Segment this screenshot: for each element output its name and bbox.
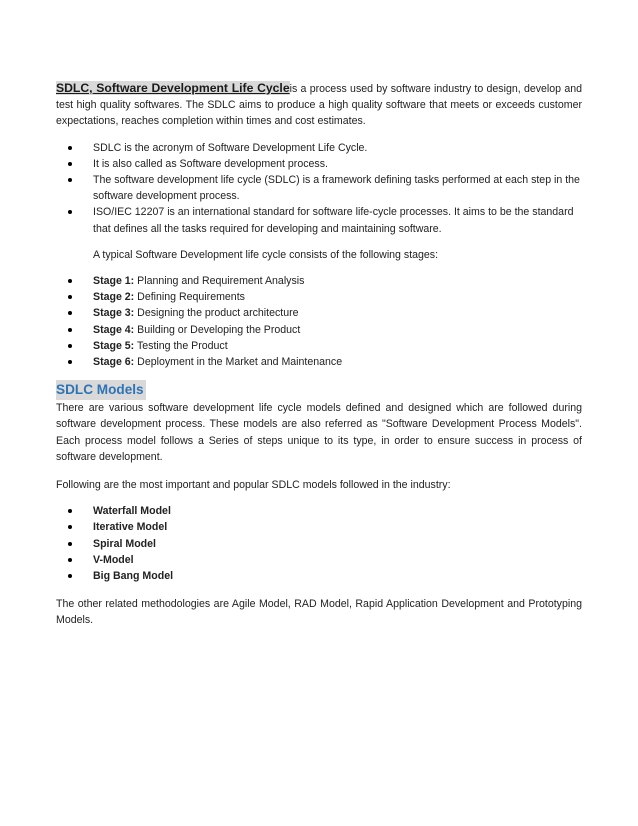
sdlc-models-heading: SDLC Models — [56, 380, 146, 400]
stage-text: Building or Developing the Product — [137, 323, 301, 336]
document-content — [56, 80, 582, 629]
list-item: ISO/IEC 12207 is an international standard for software life-cycle processes. It aims to be the standard that defines all the tasks required for developing and maintaining software. — [56, 204, 582, 236]
stage-text: Planning and Requirement Analysis — [137, 275, 305, 288]
stages-list — [56, 273, 582, 370]
stage-item — [56, 322, 582, 338]
stage-text: Designing the product architecture — [137, 307, 299, 320]
model-item — [56, 519, 582, 535]
stage-item — [56, 354, 582, 370]
stage-item — [56, 305, 582, 321]
model-name: Big Bang Model — [93, 570, 174, 583]
intro-paragraph — [56, 80, 582, 130]
stage-label: Stage 5: — [93, 339, 135, 352]
model-item — [56, 503, 582, 519]
model-item — [56, 536, 582, 552]
list-item: It is also called as Software development process. — [56, 156, 582, 172]
stage-text: Testing the Product — [136, 339, 228, 352]
stage-item — [56, 273, 582, 289]
closing-paragraph: The other related methodologies are Agile Model, RAD Model, Rapid Application Development and Prototyping Models. — [56, 598, 582, 627]
stages-intro: A typical Software Development life cycle consists of the following stages: — [93, 248, 439, 261]
stage-label: Stage 3: — [93, 307, 135, 320]
model-name: V-Model — [93, 553, 134, 566]
stage-label: Stage 2: — [93, 291, 135, 304]
models-paragraph: There are various software development life cycle models defined and designed which are followed during software development process. These models are also referred as "Software Development Process Models". Each process model follows a Series of steps unique to its type, in order to ensure success in process of software development. — [56, 402, 582, 463]
model-item — [56, 568, 582, 584]
models-list — [56, 503, 582, 584]
stage-text: Deployment in the Market and Maintenance — [137, 356, 343, 369]
list-item: The software development life cycle (SDLC) is a framework defining tasks performed at each step in the software development process. — [56, 172, 582, 204]
stage-text: Defining Requirements — [137, 291, 245, 304]
list-item: SDLC is the acronym of Software Development Life Cycle. — [56, 140, 582, 156]
models-list-intro: Following are the most important and popular SDLC models followed in the industry: — [56, 479, 451, 492]
intro-highlight: SDLC, Software Development Life Cycle — [56, 81, 290, 95]
model-name: Spiral Model — [93, 537, 156, 550]
model-name: Iterative Model — [93, 521, 168, 534]
stage-label: Stage 1: — [93, 275, 135, 288]
stage-label: Stage 4: — [93, 323, 135, 336]
model-item — [56, 552, 582, 568]
stage-item — [56, 338, 582, 354]
stage-label: Stage 6: — [93, 356, 135, 369]
intro-text: is a process used by software industry to design, develop and test high quality softwares. The SDLC aims to produce a high quality software that meets or exceeds customer expectations, reaches completion within times and cost estimates. — [56, 83, 583, 128]
sdlc-facts-list — [56, 140, 582, 237]
model-name: Waterfall Model — [93, 505, 171, 518]
stage-item — [56, 289, 582, 305]
